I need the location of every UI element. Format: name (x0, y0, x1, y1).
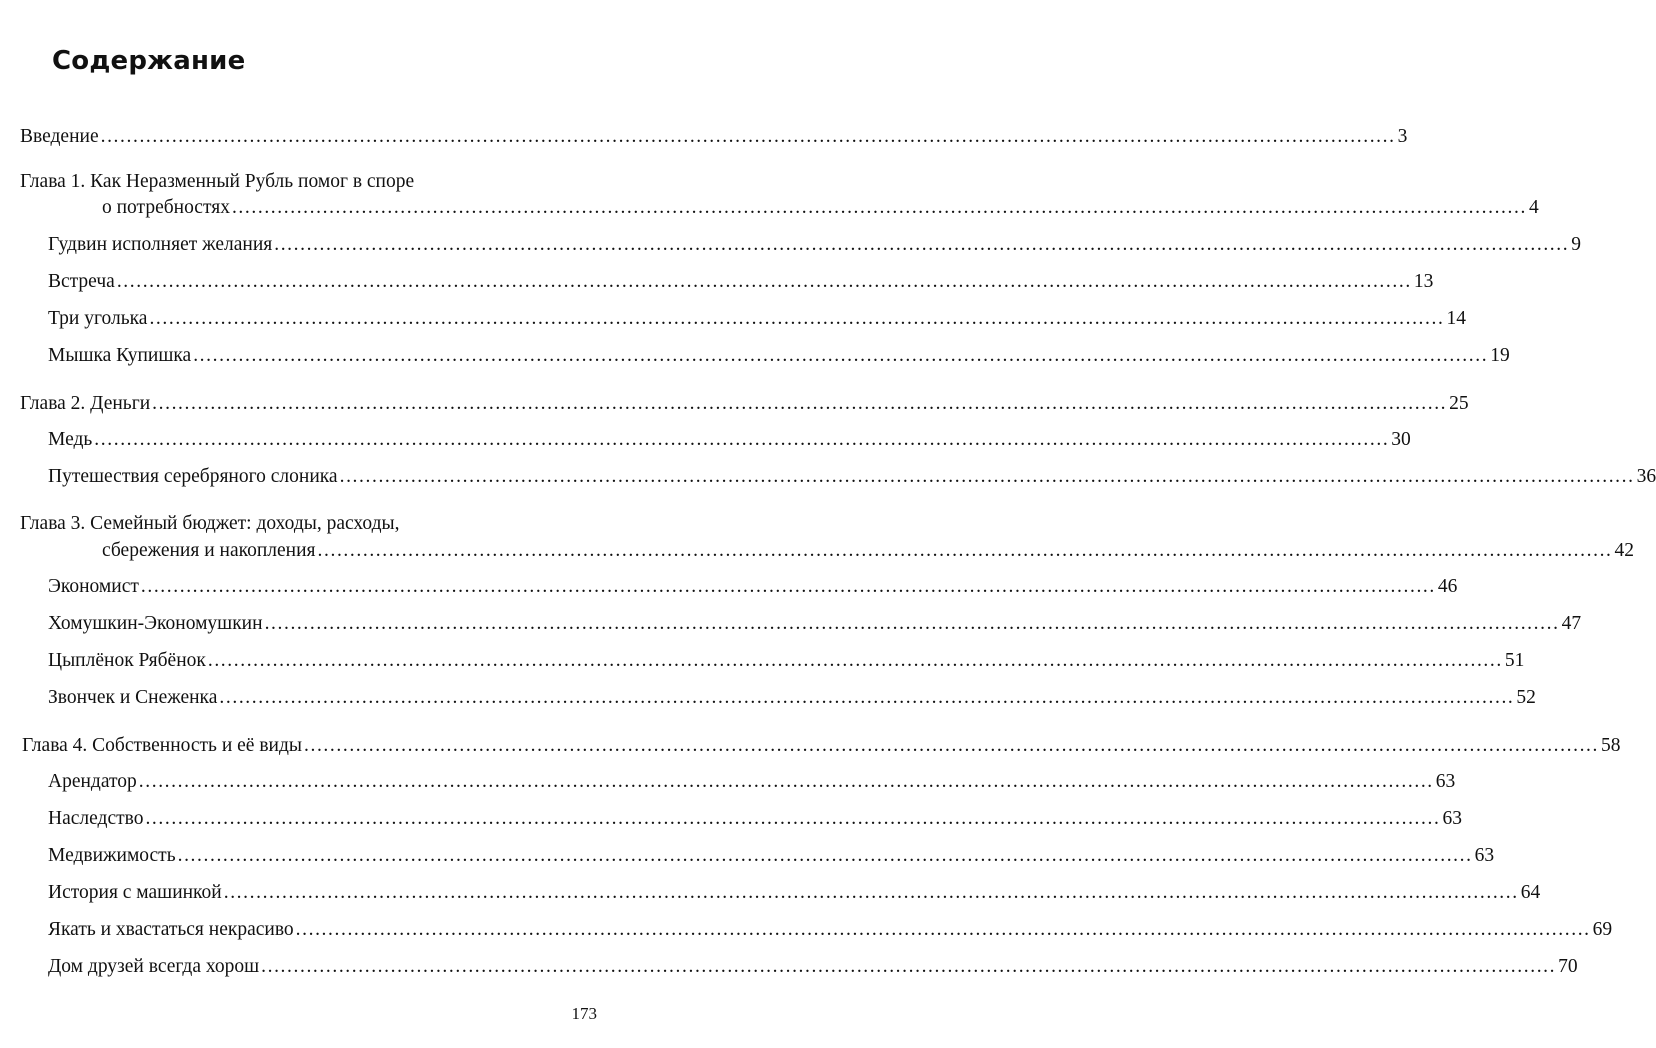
toc-entry-page: 4 (1528, 197, 1539, 218)
toc-entry-title: Экономист (48, 576, 139, 597)
toc-entry-title: Мышка Купишка (48, 345, 192, 366)
dot-leader: ........................................................................................................................................................................................................ (149, 308, 1445, 329)
toc-entry-page: 42 (1614, 540, 1635, 561)
toc-entry-page: 70 (1558, 956, 1578, 977)
toc-entry-page: 52 (1516, 687, 1536, 708)
dot-leader: ........................................................................................................................................................................................................ (317, 540, 1613, 561)
toc-entry-title: о потребностях (102, 197, 230, 218)
toc-entry-page: 69 (1592, 919, 1613, 940)
page-number: 173 (571, 1004, 597, 1023)
toc-entry-title: Глава 4. Собственность и её виды (22, 735, 302, 756)
dot-leader: ........................................................................................................................................................................................................ (231, 197, 1527, 218)
toc-entry (20, 392, 1469, 416)
toc-entry (48, 270, 1434, 294)
toc-entry (48, 918, 1613, 942)
toc-entry-title: Цыплёнок Рябёнок (48, 650, 206, 671)
dot-leader: ........................................................................................................................................................................................................ (177, 845, 1473, 866)
toc-entry (48, 233, 1581, 257)
toc-entry (20, 125, 1408, 149)
dot-leader: ........................................................................................................................................................................................................ (152, 393, 1448, 414)
toc-entry-page: 63 (1474, 845, 1495, 866)
toc-entry (48, 575, 1458, 599)
dot-leader: ........................................................................................................................................................................................................ (116, 271, 1412, 292)
toc-entry-page: 51 (1504, 650, 1525, 671)
toc-entry (48, 307, 1466, 331)
toc-entry-title: сбережения и накопления (102, 540, 316, 561)
toc-entry-title: Встреча (48, 271, 115, 292)
dot-leader: ........................................................................................................................................................................................................ (223, 882, 1519, 903)
dot-leader: ........................................................................................................................................................................................................ (94, 429, 1390, 450)
toc-entry-title: История с машинкой (48, 882, 222, 903)
toc-entry-page: 25 (1449, 393, 1469, 414)
toc-entry-title: Якать и хвастаться некрасиво (48, 919, 294, 940)
dot-leader: ........................................................................................................................................................................................................ (193, 345, 1489, 366)
toc-entry-title: Хомушкин-Экономушкин (48, 613, 263, 634)
chapter-title-line: Глава 3. Семейный бюджет: доходы, расходы, (20, 513, 400, 534)
toc-entry (48, 465, 1656, 489)
toc-entry-page: 9 (1571, 234, 1581, 255)
dot-leader: ........................................................................................................................................................................................................ (207, 650, 1503, 671)
dot-leader: ........................................................................................................................................................................................................ (274, 234, 1570, 255)
toc-entry-page: 58 (1601, 735, 1621, 756)
toc-entry-page: 63 (1442, 808, 1462, 829)
toc-entry-page: 47 (1561, 613, 1582, 634)
dot-leader: ........................................................................................................................................................................................................ (339, 466, 1635, 487)
toc-entry-page: 64 (1520, 882, 1541, 903)
chapter-title-line: Глава 1. Как Неразменный Рубль помог в споре (20, 171, 415, 192)
toc-entry-page: 63 (1435, 771, 1456, 792)
toc-entry-page: 36 (1636, 466, 1656, 487)
toc-entry (48, 428, 1411, 452)
dot-leader: ........................................................................................................................................................................................................ (219, 687, 1515, 708)
toc-entry-title: Наследство (48, 808, 144, 829)
toc-entry (22, 734, 1621, 758)
dot-leader: ........................................................................................................................................................................................................ (100, 126, 1396, 147)
dot-leader: ........................................................................................................................................................................................................ (145, 808, 1441, 829)
toc-entry (102, 196, 1539, 220)
toc-entry-title: Глава 2. Деньги (20, 393, 151, 414)
toc-entry (48, 881, 1541, 905)
dot-leader: ........................................................................................................................................................................................................ (138, 771, 1434, 792)
toc-entry-title: Введение (20, 126, 99, 147)
toc-entry-page: 30 (1391, 429, 1411, 450)
toc-entry-page: 46 (1437, 576, 1458, 597)
toc-entry-page: 19 (1490, 345, 1510, 366)
page-title: Содержание (52, 46, 246, 76)
toc-entry-page: 3 (1397, 126, 1408, 147)
toc-entry-title: Три уголька (48, 308, 148, 329)
toc-entry-title: Гудвин исполняет желания (48, 234, 273, 255)
toc-entry (48, 955, 1578, 979)
toc-entry (102, 539, 1635, 563)
toc-entry-title: Арендатор (48, 771, 137, 792)
toc-entry (48, 686, 1536, 710)
toc-entry (48, 807, 1462, 831)
toc-entry-page: 14 (1446, 308, 1466, 329)
toc-entry-title: Дом друзей всегда хорош (48, 956, 260, 977)
toc-entry (48, 770, 1456, 794)
toc-entry-page: 13 (1413, 271, 1434, 292)
toc-entry (48, 344, 1510, 368)
toc-entry (48, 649, 1525, 673)
toc-entry (48, 612, 1582, 636)
toc-entry-title: Путешествия серебряного слоника (48, 466, 338, 487)
dot-leader: ........................................................................................................................................................................................................ (261, 956, 1557, 977)
dot-leader: ........................................................................................................................................................................................................ (264, 613, 1560, 634)
toc-entry-title: Медвижимость (48, 845, 176, 866)
toc-entry (48, 844, 1495, 868)
dot-leader: ........................................................................................................................................................................................................ (140, 576, 1436, 597)
toc-entry-title: Медь (48, 429, 93, 450)
dot-leader: ........................................................................................................................................................................................................ (295, 919, 1591, 940)
toc-entry-title: Звончек и Снеженка (48, 687, 218, 708)
dot-leader: ........................................................................................................................................................................................................ (304, 735, 1599, 756)
